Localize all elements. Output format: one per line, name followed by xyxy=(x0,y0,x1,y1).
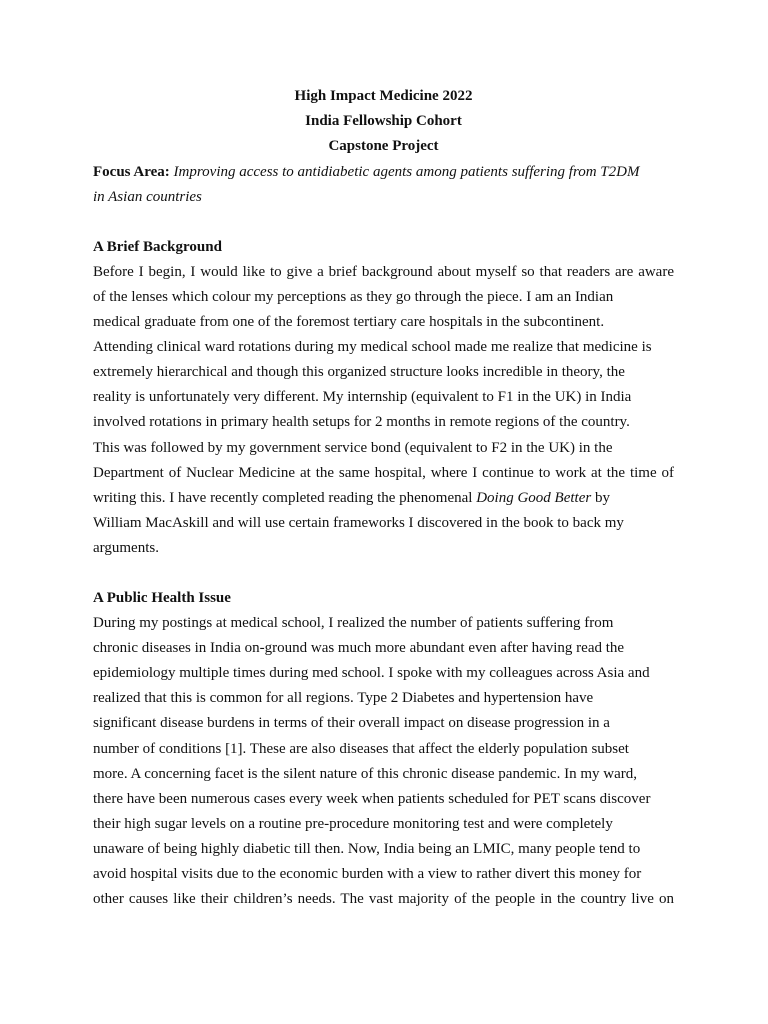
paragraph-background xyxy=(93,260,674,561)
paragraph-line: reality is unfortunately very different. My internship (equivalent to F1 in the UK) in India xyxy=(93,389,632,406)
line-text: by xyxy=(591,489,610,506)
book-title: Doing Good Better xyxy=(476,489,592,506)
paragraph-line: realized that this is common for all regions. Type 2 Diabetes and hypertension have xyxy=(93,690,594,707)
paragraph-line: of the lenses which colour my perceptions as they go through the piece. I am an Indian xyxy=(93,288,614,305)
paragraph-line: William MacAskill and will use certain frameworks I discovered in the book to back my xyxy=(93,514,624,531)
paragraph-line-with-book xyxy=(93,486,674,511)
paragraph-line: there have been numerous cases every week when patients scheduled for PET scans discover xyxy=(93,790,651,807)
line-text: writing this. I have recently completed reading the phenomenal xyxy=(93,489,477,506)
paragraph-line: Department of Nuclear Medicine at the same hospital, where I continue to work at the time of xyxy=(93,464,674,481)
paragraph-line: medical graduate from one of the foremost tertiary care hospitals in the subcontinent. xyxy=(93,314,605,331)
paragraph-line: chronic diseases in India on-ground was much more abundant even after having read the xyxy=(93,640,625,657)
paragraph-public-health xyxy=(93,611,674,912)
paragraph-line: avoid hospital visits due to the economic burden with a view to rather divert this money for xyxy=(93,866,642,883)
paragraph-line: Before I begin, I would like to give a brief background about myself so that readers are aware xyxy=(93,263,674,280)
title-line-2: India Fellowship Cohort xyxy=(305,113,462,130)
focus-area-text-2: in Asian countries xyxy=(93,188,202,205)
focus-area-text-1: Improving access to antidiabetic agents among patients suffering from T2DM xyxy=(173,163,640,180)
paragraph-line: Attending clinical ward rotations during my medical school made me realize that medicine is xyxy=(93,339,652,356)
paragraph-line: This was followed by my government service bond (equivalent to F2 in the UK) in the xyxy=(93,439,613,456)
section-heading-public-health: A Public Health Issue xyxy=(93,590,231,607)
paragraph-line: unaware of being highly diabetic till then. Now, India being an LMIC, many people tend to xyxy=(93,840,641,857)
paragraph-line: number of conditions [1]. These are also diseases that affect the elderly population subset xyxy=(93,740,629,757)
focus-area xyxy=(93,160,674,210)
paragraph-line: During my postings at medical school, I realized the number of patients suffering from xyxy=(93,615,614,632)
paragraph-line: epidemiology multiple times during med school. I spoke with my colleagues across Asia and xyxy=(93,665,650,682)
paragraph-line: other causes like their children’s needs. The vast majority of the people in the country live on xyxy=(93,891,674,908)
paragraph-line: significant disease burdens in terms of their overall impact on disease progression in a xyxy=(93,715,610,732)
paragraph-line: more. A concerning facet is the silent nature of this chronic disease pandemic. In my ward, xyxy=(93,765,637,782)
section-heading-background: A Brief Background xyxy=(93,238,222,255)
document-title-block xyxy=(93,84,674,160)
title-line-3: Capstone Project xyxy=(328,138,439,155)
title-line-1: High Impact Medicine 2022 xyxy=(294,88,473,104)
paragraph-line: extremely hierarchical and though this organized structure looks incredible in theory, the xyxy=(93,364,625,381)
paragraph-line: involved rotations in primary health setups for 2 months in remote regions of the country. xyxy=(93,414,630,431)
focus-area-label: Focus Area: xyxy=(93,163,170,180)
paragraph-line: arguments. xyxy=(93,539,159,556)
paragraph-line: their high sugar levels on a routine pre-procedure monitoring test and were completely xyxy=(93,815,613,832)
